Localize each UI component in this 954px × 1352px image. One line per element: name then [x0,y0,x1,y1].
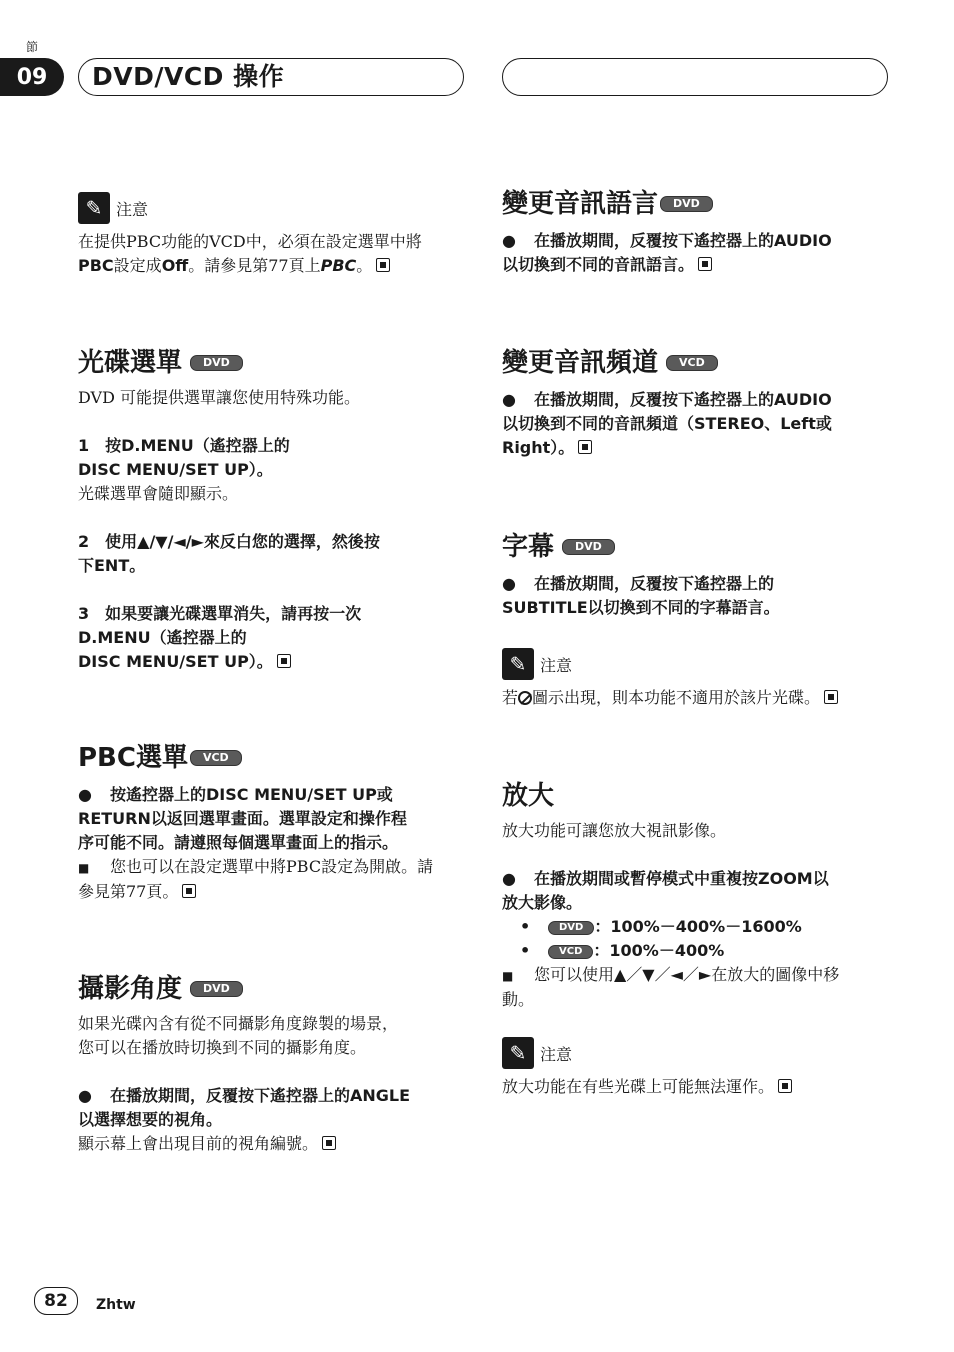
square-bullet-icon: ■ [502,969,514,983]
vcd-badge: VCD [548,945,593,959]
bullet-line2: 以切換到不同的音訊頻道（STEREO、Left或 [502,414,832,433]
bullet-icon: ● [78,1086,92,1105]
intro-line1: 如果光碟內含有從不同攝影角度錄製的場景， [78,1014,399,1033]
note-pbc [78,192,464,278]
bullet-line2: 放大影像。 [502,893,583,912]
sub-note-line2: 參見第77頁。 [78,880,464,904]
note-text: 放大功能在有些光碟上可能無法運作。 [502,1075,888,1099]
bullet-line2: RETURN以返回選單畫面。選單設定和操作程 [78,809,407,828]
note-text: 若 圖示出現，則本功能不適用於該片光碟。 [502,686,888,710]
square-bullet-icon: ■ [78,861,90,875]
intro-text: DVD 可能提供選單讓您使用特殊功能。 [78,388,361,407]
note-zoom [502,1037,888,1099]
step1-line2: DISC MENU/SET UP）。 [78,460,273,479]
bullet-icon: ● [78,785,92,804]
section-title: PBC選單 VCD [78,741,464,775]
step3-line2: D.MENU（遙控器上的 [78,628,247,647]
vcd-badge: VCD [666,355,718,371]
step1-result: 光碟選單會隨即顯示。 [78,484,239,503]
prohibited-icon [518,691,532,705]
end-mark-icon [277,654,291,668]
step2-line1: 2 使用▲/▼/◄/►來反白您的選擇，然後按 [78,532,380,551]
section-label: 節 [26,40,39,54]
note-pencil-icon: ✎ [78,192,110,224]
section-zoom [502,779,888,1012]
bullet-icon: ● [502,390,516,409]
end-mark-icon [376,258,390,272]
end-mark-icon [778,1079,792,1093]
dot-bullet-icon: • [520,917,531,936]
dvd-badge: DVD [548,921,594,935]
section-audio-channel [502,346,888,460]
section-title: 攝影角度 DVD [78,972,464,1006]
chapter-title: DVD/VCD 操作 [92,62,285,91]
end-mark-icon [824,690,838,704]
end-mark-icon [182,884,196,898]
step3-line3: DISC MENU/SET UP）。 [78,650,464,674]
chapter-number-tab: 09 [0,58,64,96]
bullet-line1: ● 在播放期間或暫停模式中重複按ZOOM以 [502,867,888,891]
dvd-badge: DVD [190,355,243,371]
vcd-zoom-levels: • VCD ：100%－400% [502,939,888,963]
note-pencil-icon: ✎ [502,648,534,680]
intro-line2: 您可以在播放時切換到不同的攝影角度。 [78,1038,367,1057]
section-audio-language [502,187,888,277]
note-pencil-icon: ✎ [502,1037,534,1069]
bullet-line1: ● 在播放期間，反覆按下遙控器上的AUDIO [502,229,888,253]
language-code: Zhtw [96,1297,136,1313]
section-title: 變更音訊頻道 VCD [502,346,888,380]
note-label: 注意 [116,199,149,219]
bullet-line2: SUBTITLE以切換到不同的字幕語言。 [502,598,780,617]
note-text-line1: 在提供PBC功能的VCD中，必須在設定選單中將 [78,232,422,251]
bullet-line1: ● 在播放期間，反覆按下遙控器上的ANGLE [78,1084,464,1108]
end-mark-icon [322,1136,336,1150]
dvd-badge: DVD [660,196,713,212]
dvd-zoom-levels: • DVD ：100%－400%－1600% [502,915,888,939]
end-mark-icon [698,257,712,271]
note-label: 注意 [540,655,573,675]
intro-text: 放大功能可讓您放大視訊影像。 [502,821,727,840]
vcd-badge: VCD [190,750,242,766]
sub-note-line2: 動。 [502,990,535,1009]
section-title: 光碟選單 DVD [78,346,464,380]
bullet-line2: 以選擇想要的視角。 [78,1110,223,1129]
section-angle [78,972,464,1156]
dvd-badge: DVD [190,981,243,997]
note-prohibited [502,648,888,710]
section-title: 字幕 DVD [502,530,888,564]
step3-line1: 3 如果要讓光碟選單消失，請再按一次 [78,604,362,623]
dvd-badge: DVD [562,539,615,555]
bullet-line1: ● 在播放期間，反覆按下遙控器上的AUDIO [502,388,888,412]
step1-line1: 1 按D.MENU（遙控器上的 [78,436,290,455]
section-title: 變更音訊語言 DVD [502,187,888,221]
section-disc-menu [78,346,464,674]
bullet-icon: ● [502,869,516,888]
step2-line2: 下ENT。 [78,556,146,575]
result-text: 顯示幕上會出現目前的視角編號。 [78,1132,464,1156]
bullet-line3: 序可能不同。請遵照每個選單畫面上的指示。 [78,833,399,852]
bullet-line1: ● 在播放期間，反覆按下遙控器上的 [502,572,888,596]
bullet-icon: ● [502,574,516,593]
note-label: 注意 [540,1044,573,1064]
page-number: 82 [34,1287,78,1315]
section-title: 放大 [502,781,555,811]
sub-note-line1: ■ 您可以使用▲／▼／◄／►在放大的圖像中移 [502,963,888,988]
sub-note-line1: ■ 您也可以在設定選單中將PBC設定為開啟。請 [78,855,464,880]
bullet-line3: Right）。 [502,436,888,460]
end-mark-icon [578,440,592,454]
bullet-icon: ● [502,231,516,250]
section-subtitle [502,530,888,620]
bullet-line2: 以切換到不同的音訊語言。 [502,253,888,277]
section-pbc-menu [78,741,464,904]
note-text-line2: PBC設定成Off。請參見第77頁上PBC。 [78,254,464,278]
bullet-line1: ● 按遙控器上的DISC MENU/SET UP或 [78,783,464,807]
dot-bullet-icon: • [520,941,531,960]
header-right-frame [502,58,888,96]
